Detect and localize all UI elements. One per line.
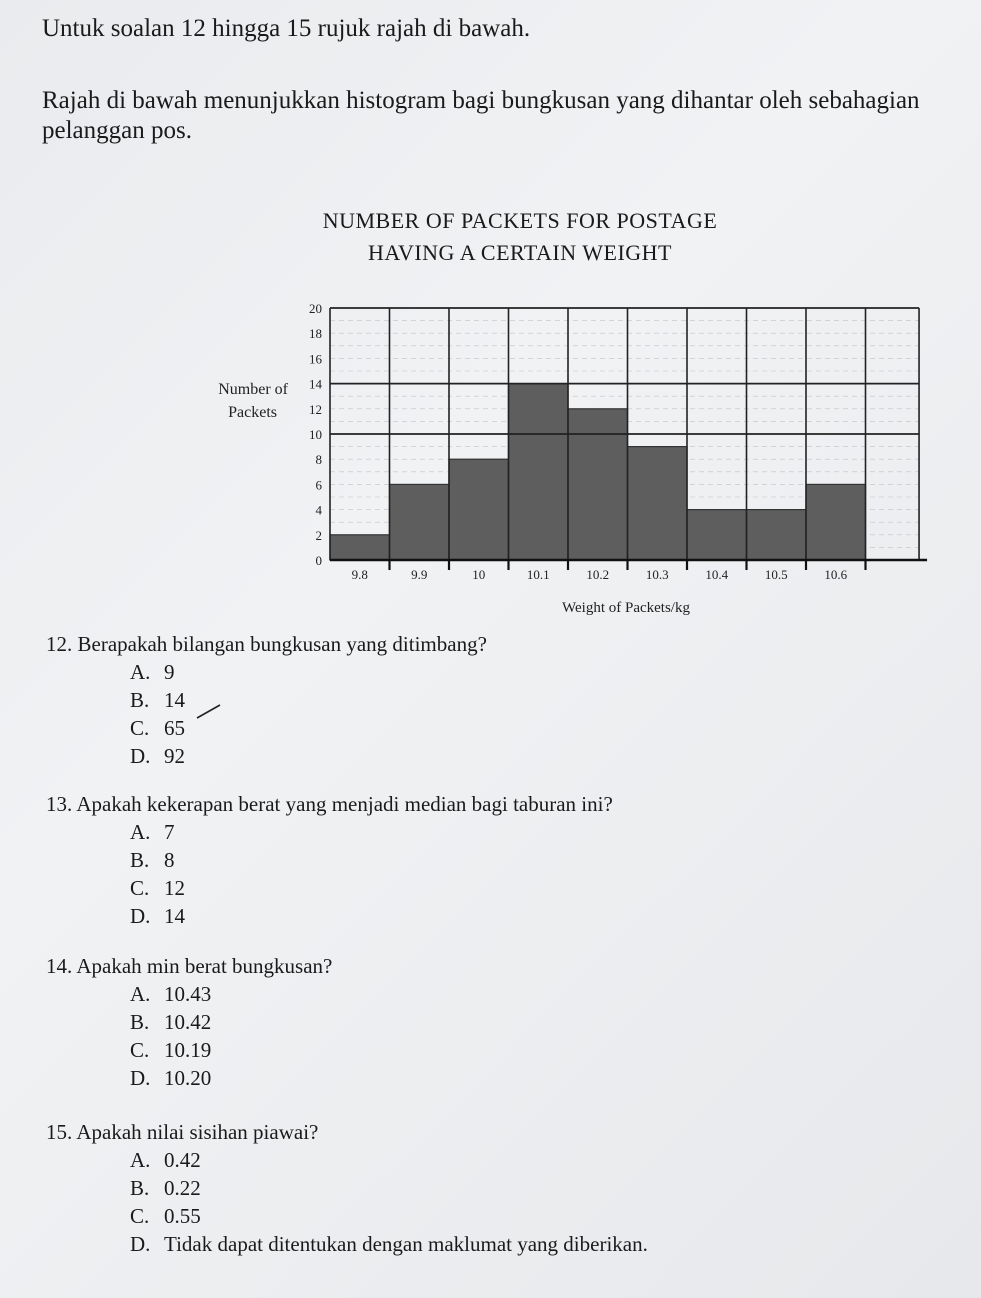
question-12 xyxy=(46,630,946,770)
question-stem: 14. Apakah min berat bungkusan? xyxy=(46,954,333,978)
question-13 xyxy=(46,790,946,930)
option-b: B. 0.22 xyxy=(130,1176,201,1200)
option-d: D. 10.20 xyxy=(130,1066,212,1090)
option-b: B. 8 xyxy=(130,848,175,872)
x-tick-label: 10.3 xyxy=(645,567,669,582)
instruction-line: Untuk soalan 12 hingga 15 rujuk rajah di bawah. xyxy=(42,15,531,42)
option-c: C. 0.55 xyxy=(130,1204,201,1228)
y-tick-label: 10 xyxy=(309,427,322,442)
option-c: C. 65 xyxy=(130,716,185,740)
y-tick-label: 14 xyxy=(309,376,322,392)
histogram-bar xyxy=(449,459,509,560)
option-a: A. 7 xyxy=(130,820,175,844)
y-tick-label: 20 xyxy=(309,301,322,316)
question-stem: 12. Berapakah bilangan bungkusan yang ditimbang? xyxy=(46,632,487,656)
y-axis-label: Number of xyxy=(218,381,288,398)
histogram-bar xyxy=(687,510,747,560)
option-d: D. 14 xyxy=(130,904,185,928)
y-tick-label: 6 xyxy=(315,477,322,493)
x-tick-label: 10.6 xyxy=(824,567,848,582)
y-tick-label: 4 xyxy=(315,502,322,518)
instructions xyxy=(42,14,942,146)
x-tick-label: 10.2 xyxy=(586,567,610,582)
x-axis-label: Weight of Packets/kg xyxy=(562,600,690,616)
question-stem: 15. Apakah nilai sisihan piawai? xyxy=(46,1120,319,1144)
y-tick-label: 2 xyxy=(315,527,322,543)
histogram-bar xyxy=(330,535,390,560)
option-b: B. 10.42 xyxy=(130,1010,212,1034)
x-tick-label: 10.5 xyxy=(764,567,788,582)
x-tick-label: 9.9 xyxy=(411,567,428,582)
y-tick-label: 12 xyxy=(309,401,322,417)
option-a: A. 0.42 xyxy=(130,1148,201,1172)
histogram-bar xyxy=(806,484,866,560)
option-a: A. 9 xyxy=(130,660,175,684)
option-c: C. 10.19 xyxy=(130,1038,212,1062)
chart-title xyxy=(290,205,750,269)
x-tick-label: 10.4 xyxy=(705,567,729,582)
y-tick-label: 0 xyxy=(315,553,322,568)
option-c: C. 12 xyxy=(130,876,185,900)
x-tick-label: 10.1 xyxy=(526,567,550,582)
y-tick-label: 18 xyxy=(309,326,322,342)
histogram-bar xyxy=(747,510,807,560)
histogram-bar xyxy=(390,484,450,560)
chart-title-line-1: NUMBER OF PACKETS FOR POSTAGE xyxy=(322,208,718,233)
question-stem: 13. Apakah kekerapan berat yang menjadi median bagi taburan ini? xyxy=(46,792,613,816)
question-14 xyxy=(46,952,946,1092)
histogram-bar xyxy=(568,409,628,560)
x-tick-label: 9.8 xyxy=(351,567,368,582)
option-a: A. 10.43 xyxy=(130,982,212,1006)
chart-title-line-2: HAVING A CERTAIN WEIGHT xyxy=(368,240,672,265)
chart-description: Rajah di bawah menunjukkan histogram bagi bungkusan yang dihantar oleh sebahagian pelanggan pos. xyxy=(42,87,920,144)
histogram xyxy=(180,290,940,620)
y-tick-label: 8 xyxy=(315,452,322,468)
y-axis-label: Packets xyxy=(228,404,277,421)
option-d: D. Tidak dapat ditentukan dengan maklumat yang diberikan. xyxy=(130,1232,648,1256)
histogram-bar xyxy=(628,447,688,560)
question-15 xyxy=(46,1118,946,1258)
histogram-bar xyxy=(509,384,569,560)
y-tick-label: 16 xyxy=(309,351,322,367)
option-b: B. 14 xyxy=(130,688,185,712)
x-tick-label: 10 xyxy=(472,567,486,582)
option-d: D. 92 xyxy=(130,744,185,768)
